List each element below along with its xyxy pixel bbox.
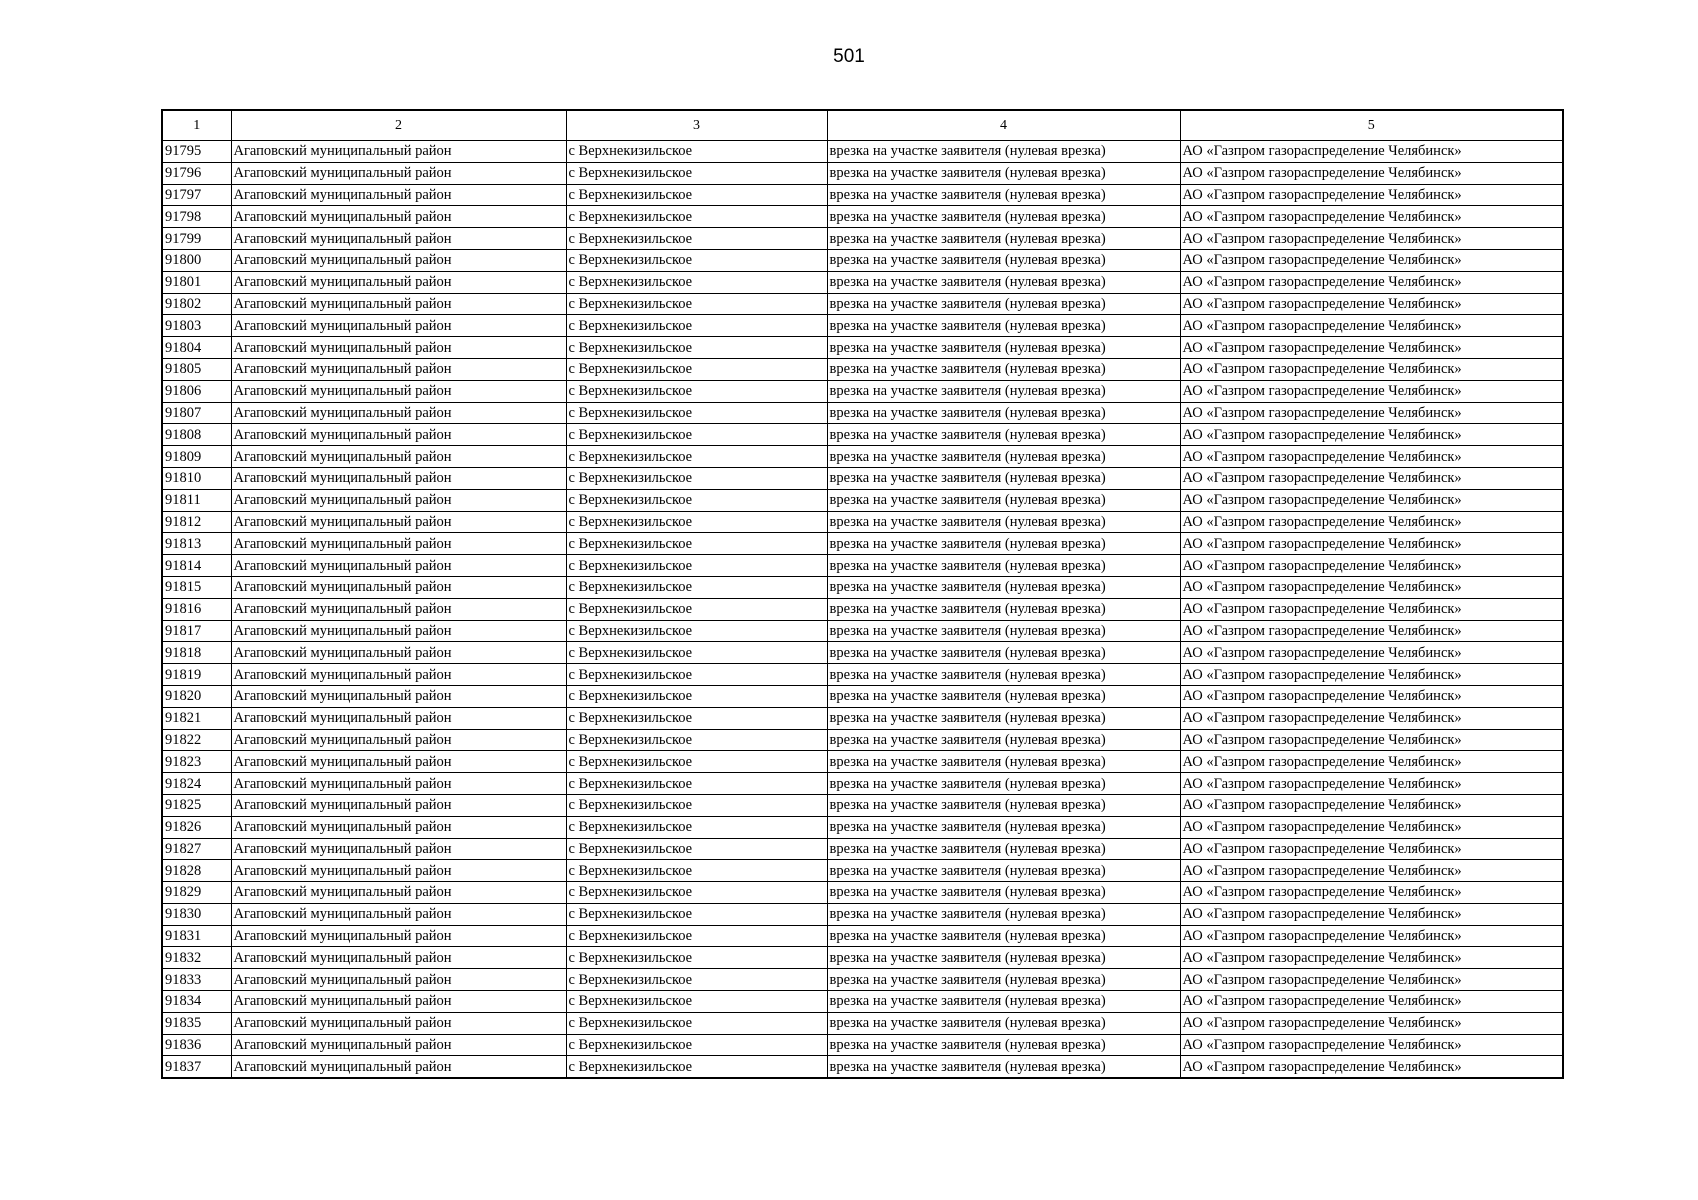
organization-cell: АО «Газпром газораспределение Челябинск» (1180, 249, 1563, 271)
table-row (162, 467, 1563, 489)
row-number-cell: 91821 (162, 707, 231, 729)
row-number-cell: 91816 (162, 598, 231, 620)
organization-cell: АО «Газпром газораспределение Челябинск» (1180, 162, 1563, 184)
organization-cell: АО «Газпром газораспределение Челябинск» (1180, 664, 1563, 686)
table-row (162, 860, 1563, 882)
settlement-cell: с Верхнекизильское (566, 925, 827, 947)
organization-cell: АО «Газпром газораспределение Челябинск» (1180, 206, 1563, 228)
table-row (162, 642, 1563, 664)
table-row (162, 882, 1563, 904)
row-number-cell: 91802 (162, 293, 231, 315)
district-cell: Агаповский муниципальный район (231, 337, 566, 359)
connection-type-cell: врезка на участке заявителя (нулевая врезка) (827, 664, 1180, 686)
table-row (162, 489, 1563, 511)
settlement-cell: с Верхнекизильское (566, 947, 827, 969)
row-number-cell: 91829 (162, 882, 231, 904)
organization-cell: АО «Газпром газораспределение Челябинск» (1180, 576, 1563, 598)
table-row (162, 533, 1563, 555)
row-number-cell: 91797 (162, 184, 231, 206)
district-cell: Агаповский муниципальный район (231, 729, 566, 751)
organization-cell: АО «Газпром газораспределение Челябинск» (1180, 555, 1563, 577)
row-number-cell: 91817 (162, 620, 231, 642)
row-number-cell: 91800 (162, 249, 231, 271)
settlement-cell: с Верхнекизильское (566, 315, 827, 337)
connection-type-cell: врезка на участке заявителя (нулевая врезка) (827, 642, 1180, 664)
organization-cell: АО «Газпром газораспределение Челябинск» (1180, 947, 1563, 969)
district-cell: Агаповский муниципальный район (231, 141, 566, 163)
connection-type-cell: врезка на участке заявителя (нулевая врезка) (827, 598, 1180, 620)
organization-cell: АО «Газпром газораспределение Челябинск» (1180, 293, 1563, 315)
district-cell: Агаповский муниципальный район (231, 707, 566, 729)
connection-type-cell: врезка на участке заявителя (нулевая врезка) (827, 620, 1180, 642)
row-number-cell: 91812 (162, 511, 231, 533)
column-header-5: 5 (1180, 110, 1563, 141)
district-cell: Агаповский муниципальный район (231, 1056, 566, 1078)
settlement-cell: с Верхнекизильское (566, 380, 827, 402)
organization-cell: АО «Газпром газораспределение Челябинск» (1180, 141, 1563, 163)
settlement-cell: с Верхнекизильское (566, 620, 827, 642)
settlement-cell: с Верхнекизильское (566, 249, 827, 271)
connection-type-cell: врезка на участке заявителя (нулевая врезка) (827, 882, 1180, 904)
organization-cell: АО «Газпром газораспределение Челябинск» (1180, 184, 1563, 206)
column-header-1: 1 (162, 110, 231, 141)
header-row (162, 110, 1563, 141)
table-row (162, 402, 1563, 424)
connection-type-cell: врезка на участке заявителя (нулевая врезка) (827, 467, 1180, 489)
table-row (162, 903, 1563, 925)
table-row (162, 206, 1563, 228)
row-number-cell: 91835 (162, 1012, 231, 1034)
settlement-cell: с Верхнекизильское (566, 576, 827, 598)
district-cell: Агаповский муниципальный район (231, 751, 566, 773)
settlement-cell: с Верхнекизильское (566, 882, 827, 904)
row-number-cell: 91826 (162, 816, 231, 838)
settlement-cell: с Верхнекизильское (566, 816, 827, 838)
district-cell: Агаповский муниципальный район (231, 685, 566, 707)
row-number-cell: 91814 (162, 555, 231, 577)
connection-type-cell: врезка на участке заявителя (нулевая врезка) (827, 685, 1180, 707)
organization-cell: АО «Газпром газораспределение Челябинск» (1180, 773, 1563, 795)
row-number-cell: 91819 (162, 664, 231, 686)
row-number-cell: 91804 (162, 337, 231, 359)
settlement-cell: с Верхнекизильское (566, 162, 827, 184)
table-row (162, 162, 1563, 184)
organization-cell: АО «Газпром газораспределение Челябинск» (1180, 489, 1563, 511)
settlement-cell: с Верхнекизильское (566, 446, 827, 468)
row-number-cell: 91820 (162, 685, 231, 707)
settlement-cell: с Верхнекизильское (566, 424, 827, 446)
table-row (162, 707, 1563, 729)
row-number-cell: 91796 (162, 162, 231, 184)
table-row (162, 598, 1563, 620)
row-number-cell: 91806 (162, 380, 231, 402)
connection-type-cell: врезка на участке заявителя (нулевая врезка) (827, 358, 1180, 380)
district-cell: Агаповский муниципальный район (231, 576, 566, 598)
table-row (162, 141, 1563, 163)
row-number-cell: 91805 (162, 358, 231, 380)
table-row (162, 228, 1563, 250)
district-cell: Агаповский муниципальный район (231, 380, 566, 402)
settlement-cell: с Верхнекизильское (566, 141, 827, 163)
organization-cell: АО «Газпром газораспределение Челябинск» (1180, 620, 1563, 642)
row-number-cell: 91836 (162, 1034, 231, 1056)
connection-type-cell: врезка на участке заявителя (нулевая врезка) (827, 707, 1180, 729)
organization-cell: АО «Газпром газораспределение Челябинск» (1180, 816, 1563, 838)
registry-table (161, 109, 1564, 1079)
page-number: 501 (833, 46, 865, 67)
settlement-cell: с Верхнекизильское (566, 184, 827, 206)
organization-cell: АО «Газпром газораспределение Челябинск» (1180, 707, 1563, 729)
district-cell: Агаповский муниципальный район (231, 228, 566, 250)
table-row (162, 794, 1563, 816)
settlement-cell: с Верхнекизильское (566, 991, 827, 1013)
settlement-cell: с Верхнекизильское (566, 751, 827, 773)
district-cell: Агаповский муниципальный район (231, 598, 566, 620)
settlement-cell: с Верхнекизильское (566, 598, 827, 620)
district-cell: Агаповский муниципальный район (231, 533, 566, 555)
table-row (162, 337, 1563, 359)
table-row (162, 1012, 1563, 1034)
settlement-cell: с Верхнекизильское (566, 337, 827, 359)
table-row (162, 380, 1563, 402)
row-number-cell: 91827 (162, 838, 231, 860)
settlement-cell: с Верхнекизильское (566, 228, 827, 250)
district-cell: Агаповский муниципальный район (231, 882, 566, 904)
row-number-cell: 91825 (162, 794, 231, 816)
connection-type-cell: врезка на участке заявителя (нулевая врезка) (827, 249, 1180, 271)
row-number-cell: 91808 (162, 424, 231, 446)
connection-type-cell: врезка на участке заявителя (нулевая врезка) (827, 184, 1180, 206)
organization-cell: АО «Газпром газораспределение Челябинск» (1180, 794, 1563, 816)
table-row (162, 751, 1563, 773)
organization-cell: АО «Газпром газораспределение Челябинск» (1180, 337, 1563, 359)
district-cell: Агаповский муниципальный район (231, 816, 566, 838)
district-cell: Агаповский муниципальный район (231, 358, 566, 380)
row-number-cell: 91798 (162, 206, 231, 228)
table-row (162, 1056, 1563, 1078)
settlement-cell: с Верхнекизильское (566, 293, 827, 315)
connection-type-cell: врезка на участке заявителя (нулевая врезка) (827, 794, 1180, 816)
organization-cell: АО «Газпром газораспределение Челябинск» (1180, 315, 1563, 337)
connection-type-cell: врезка на участке заявителя (нулевая врезка) (827, 838, 1180, 860)
row-number-cell: 91795 (162, 141, 231, 163)
organization-cell: АО «Газпром газораспределение Челябинск» (1180, 446, 1563, 468)
organization-cell: АО «Газпром газораспределение Челябинск» (1180, 882, 1563, 904)
settlement-cell: с Верхнекизильское (566, 642, 827, 664)
row-number-cell: 91813 (162, 533, 231, 555)
table-row (162, 969, 1563, 991)
district-cell: Агаповский муниципальный район (231, 162, 566, 184)
connection-type-cell: врезка на участке заявителя (нулевая врезка) (827, 729, 1180, 751)
connection-type-cell: врезка на участке заявителя (нулевая врезка) (827, 511, 1180, 533)
district-cell: Агаповский муниципальный район (231, 773, 566, 795)
district-cell: Агаповский муниципальный район (231, 206, 566, 228)
organization-cell: АО «Газпром газораспределение Челябинск» (1180, 424, 1563, 446)
connection-type-cell: врезка на участке заявителя (нулевая врезка) (827, 489, 1180, 511)
settlement-cell: с Верхнекизильское (566, 685, 827, 707)
settlement-cell: с Верхнекизильское (566, 489, 827, 511)
table-row (162, 358, 1563, 380)
table-row (162, 816, 1563, 838)
column-header-4: 4 (827, 110, 1180, 141)
organization-cell: АО «Газпром газораспределение Челябинск» (1180, 642, 1563, 664)
connection-type-cell: врезка на участке заявителя (нулевая врезка) (827, 315, 1180, 337)
organization-cell: АО «Газпром газораспределение Челябинск» (1180, 838, 1563, 860)
organization-cell: АО «Газпром газораспределение Челябинск» (1180, 969, 1563, 991)
row-number-cell: 91833 (162, 969, 231, 991)
row-number-cell: 91837 (162, 1056, 231, 1078)
district-cell: Агаповский муниципальный район (231, 794, 566, 816)
connection-type-cell: врезка на участке заявителя (нулевая врезка) (827, 402, 1180, 424)
table-row (162, 729, 1563, 751)
table-row (162, 555, 1563, 577)
connection-type-cell: врезка на участке заявителя (нулевая врезка) (827, 555, 1180, 577)
settlement-cell: с Верхнекизильское (566, 402, 827, 424)
settlement-cell: с Верхнекизильское (566, 467, 827, 489)
row-number-cell: 91818 (162, 642, 231, 664)
table-row (162, 838, 1563, 860)
district-cell: Агаповский муниципальный район (231, 1034, 566, 1056)
settlement-cell: с Верхнекизильское (566, 1056, 827, 1078)
table-row (162, 271, 1563, 293)
table-body (162, 141, 1563, 1079)
organization-cell: АО «Газпром газораспределение Челябинск» (1180, 467, 1563, 489)
connection-type-cell: врезка на участке заявителя (нулевая врезка) (827, 293, 1180, 315)
table-row (162, 576, 1563, 598)
table-row (162, 685, 1563, 707)
district-cell: Агаповский муниципальный район (231, 424, 566, 446)
connection-type-cell: врезка на участке заявителя (нулевая врезка) (827, 1056, 1180, 1078)
district-cell: Агаповский муниципальный район (231, 315, 566, 337)
table-row (162, 1034, 1563, 1056)
row-number-cell: 91803 (162, 315, 231, 337)
connection-type-cell: врезка на участке заявителя (нулевая врезка) (827, 446, 1180, 468)
connection-type-cell: врезка на участке заявителя (нулевая врезка) (827, 903, 1180, 925)
row-number-cell: 91815 (162, 576, 231, 598)
settlement-cell: с Верхнекизильское (566, 206, 827, 228)
connection-type-cell: врезка на участке заявителя (нулевая врезка) (827, 424, 1180, 446)
row-number-cell: 91831 (162, 925, 231, 947)
organization-cell: АО «Газпром газораспределение Челябинск» (1180, 751, 1563, 773)
table-header (162, 110, 1563, 141)
district-cell: Агаповский муниципальный район (231, 489, 566, 511)
settlement-cell: с Верхнекизильское (566, 794, 827, 816)
settlement-cell: с Верхнекизильское (566, 533, 827, 555)
settlement-cell: с Верхнекизильское (566, 271, 827, 293)
row-number-cell: 91832 (162, 947, 231, 969)
settlement-cell: с Верхнекизильское (566, 903, 827, 925)
connection-type-cell: врезка на участке заявителя (нулевая врезка) (827, 228, 1180, 250)
organization-cell: АО «Газпром газораспределение Челябинск» (1180, 402, 1563, 424)
settlement-cell: с Верхнекизильское (566, 555, 827, 577)
organization-cell: АО «Газпром газораспределение Челябинск» (1180, 903, 1563, 925)
district-cell: Агаповский муниципальный район (231, 991, 566, 1013)
organization-cell: АО «Газпром газораспределение Челябинск» (1180, 991, 1563, 1013)
connection-type-cell: врезка на участке заявителя (нулевая врезка) (827, 751, 1180, 773)
organization-cell: АО «Газпром газораспределение Челябинск» (1180, 598, 1563, 620)
settlement-cell: с Верхнекизильское (566, 860, 827, 882)
table-row (162, 773, 1563, 795)
table-row (162, 424, 1563, 446)
column-header-3: 3 (566, 110, 827, 141)
settlement-cell: с Верхнекизильское (566, 729, 827, 751)
connection-type-cell: врезка на участке заявителя (нулевая врезка) (827, 162, 1180, 184)
table-row (162, 249, 1563, 271)
table-row (162, 991, 1563, 1013)
district-cell: Агаповский муниципальный район (231, 271, 566, 293)
district-cell: Агаповский муниципальный район (231, 860, 566, 882)
district-cell: Агаповский муниципальный район (231, 184, 566, 206)
district-cell: Агаповский муниципальный район (231, 664, 566, 686)
district-cell: Агаповский муниципальный район (231, 511, 566, 533)
connection-type-cell: врезка на участке заявителя (нулевая врезка) (827, 816, 1180, 838)
district-cell: Агаповский муниципальный район (231, 555, 566, 577)
organization-cell: АО «Газпром газораспределение Челябинск» (1180, 729, 1563, 751)
table-row (162, 925, 1563, 947)
organization-cell: АО «Газпром газораспределение Челябинск» (1180, 1056, 1563, 1078)
connection-type-cell: врезка на участке заявителя (нулевая врезка) (827, 1034, 1180, 1056)
settlement-cell: с Верхнекизильское (566, 358, 827, 380)
district-cell: Агаповский муниципальный район (231, 402, 566, 424)
table-row (162, 293, 1563, 315)
settlement-cell: с Верхнекизильское (566, 664, 827, 686)
connection-type-cell: врезка на участке заявителя (нулевая врезка) (827, 337, 1180, 359)
settlement-cell: с Верхнекизильское (566, 773, 827, 795)
settlement-cell: с Верхнекизильское (566, 969, 827, 991)
settlement-cell: с Верхнекизильское (566, 838, 827, 860)
table-row (162, 664, 1563, 686)
row-number-cell: 91823 (162, 751, 231, 773)
district-cell: Агаповский муниципальный район (231, 969, 566, 991)
organization-cell: АО «Газпром газораспределение Челябинск» (1180, 511, 1563, 533)
row-number-cell: 91809 (162, 446, 231, 468)
table-row (162, 446, 1563, 468)
organization-cell: АО «Газпром газораспределение Челябинск» (1180, 228, 1563, 250)
row-number-cell: 91824 (162, 773, 231, 795)
settlement-cell: с Верхнекизильское (566, 1012, 827, 1034)
organization-cell: АО «Газпром газораспределение Челябинск» (1180, 1034, 1563, 1056)
organization-cell: АО «Газпром газораспределение Челябинск» (1180, 925, 1563, 947)
organization-cell: АО «Газпром газораспределение Челябинск» (1180, 685, 1563, 707)
connection-type-cell: врезка на участке заявителя (нулевая врезка) (827, 206, 1180, 228)
connection-type-cell: врезка на участке заявителя (нулевая врезка) (827, 576, 1180, 598)
connection-type-cell: врезка на участке заявителя (нулевая врезка) (827, 1012, 1180, 1034)
table-row (162, 620, 1563, 642)
row-number-cell: 91830 (162, 903, 231, 925)
settlement-cell: с Верхнекизильское (566, 511, 827, 533)
connection-type-cell: врезка на участке заявителя (нулевая врезка) (827, 773, 1180, 795)
connection-type-cell: врезка на участке заявителя (нулевая врезка) (827, 991, 1180, 1013)
district-cell: Агаповский муниципальный район (231, 249, 566, 271)
table-row (162, 315, 1563, 337)
district-cell: Агаповский муниципальный район (231, 925, 566, 947)
table-row (162, 947, 1563, 969)
table-row (162, 511, 1563, 533)
table-row (162, 184, 1563, 206)
organization-cell: АО «Газпром газораспределение Челябинск» (1180, 358, 1563, 380)
district-cell: Агаповский муниципальный район (231, 446, 566, 468)
organization-cell: АО «Газпром газораспределение Челябинск» (1180, 860, 1563, 882)
row-number-cell: 91810 (162, 467, 231, 489)
organization-cell: АО «Газпром газораспределение Челябинск» (1180, 271, 1563, 293)
connection-type-cell: врезка на участке заявителя (нулевая врезка) (827, 860, 1180, 882)
organization-cell: АО «Газпром газораспределение Челябинск» (1180, 1012, 1563, 1034)
row-number-cell: 91807 (162, 402, 231, 424)
district-cell: Агаповский муниципальный район (231, 1012, 566, 1034)
row-number-cell: 91799 (162, 228, 231, 250)
connection-type-cell: врезка на участке заявителя (нулевая врезка) (827, 533, 1180, 555)
connection-type-cell: врезка на участке заявителя (нулевая врезка) (827, 947, 1180, 969)
connection-type-cell: врезка на участке заявителя (нулевая врезка) (827, 380, 1180, 402)
column-header-2: 2 (231, 110, 566, 141)
settlement-cell: с Верхнекизильское (566, 707, 827, 729)
connection-type-cell: врезка на участке заявителя (нулевая врезка) (827, 141, 1180, 163)
district-cell: Агаповский муниципальный район (231, 903, 566, 925)
connection-type-cell: врезка на участке заявителя (нулевая врезка) (827, 925, 1180, 947)
district-cell: Агаповский муниципальный район (231, 642, 566, 664)
settlement-cell: с Верхнекизильское (566, 1034, 827, 1056)
row-number-cell: 91822 (162, 729, 231, 751)
row-number-cell: 91811 (162, 489, 231, 511)
row-number-cell: 91801 (162, 271, 231, 293)
row-number-cell: 91834 (162, 991, 231, 1013)
connection-type-cell: врезка на участке заявителя (нулевая врезка) (827, 969, 1180, 991)
row-number-cell: 91828 (162, 860, 231, 882)
district-cell: Агаповский муниципальный район (231, 838, 566, 860)
organization-cell: АО «Газпром газораспределение Челябинск» (1180, 533, 1563, 555)
district-cell: Агаповский муниципальный район (231, 620, 566, 642)
district-cell: Агаповский муниципальный район (231, 293, 566, 315)
connection-type-cell: врезка на участке заявителя (нулевая врезка) (827, 271, 1180, 293)
district-cell: Агаповский муниципальный район (231, 947, 566, 969)
district-cell: Агаповский муниципальный район (231, 467, 566, 489)
organization-cell: АО «Газпром газораспределение Челябинск» (1180, 380, 1563, 402)
